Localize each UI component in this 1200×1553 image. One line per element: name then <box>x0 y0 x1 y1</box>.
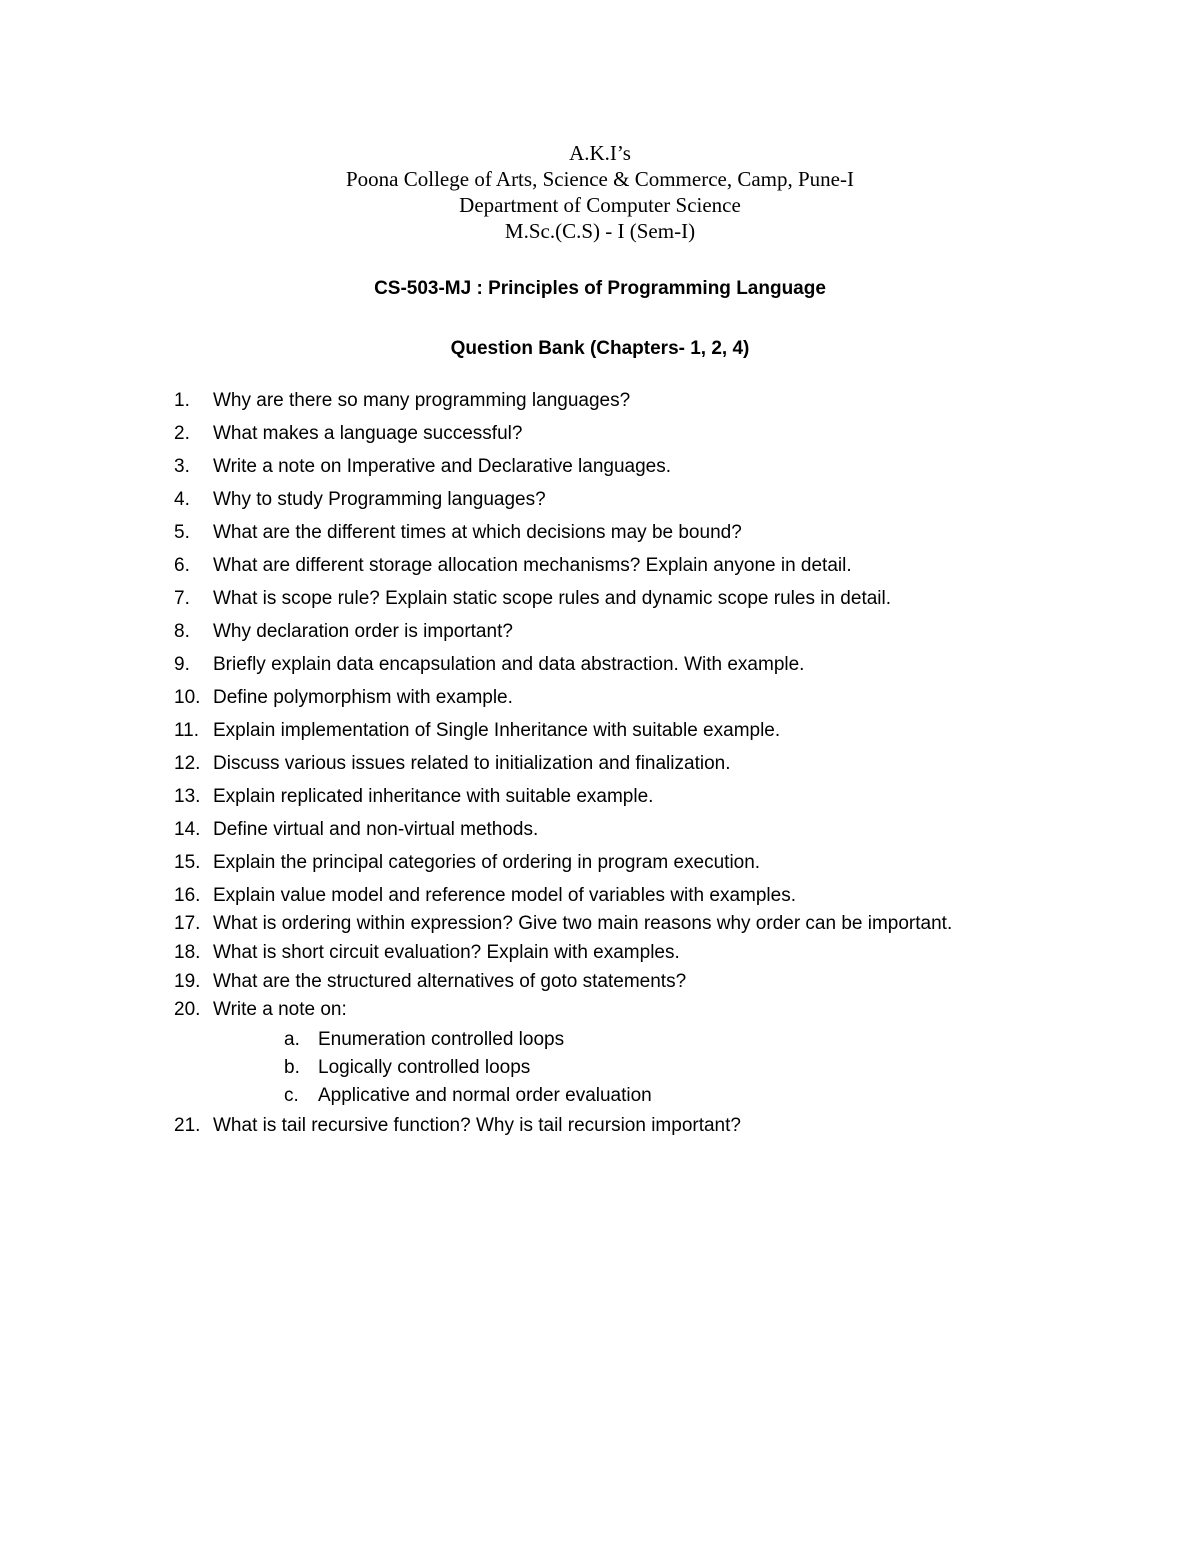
header-college: Poona College of Arts, Science & Commerce, Camp, Pune-I <box>346 167 854 191</box>
header-institution: A.K.I’s <box>569 141 631 165</box>
header-department: Department of Computer Science <box>459 193 741 217</box>
course-title: CS-503-MJ : Principles of Programming Language <box>374 278 826 299</box>
header-class: M.Sc.(C.S) - I (Sem-I) <box>504 219 696 243</box>
question-bank-title: Question Bank (Chapters- 1, 2, 4) <box>450 338 750 359</box>
